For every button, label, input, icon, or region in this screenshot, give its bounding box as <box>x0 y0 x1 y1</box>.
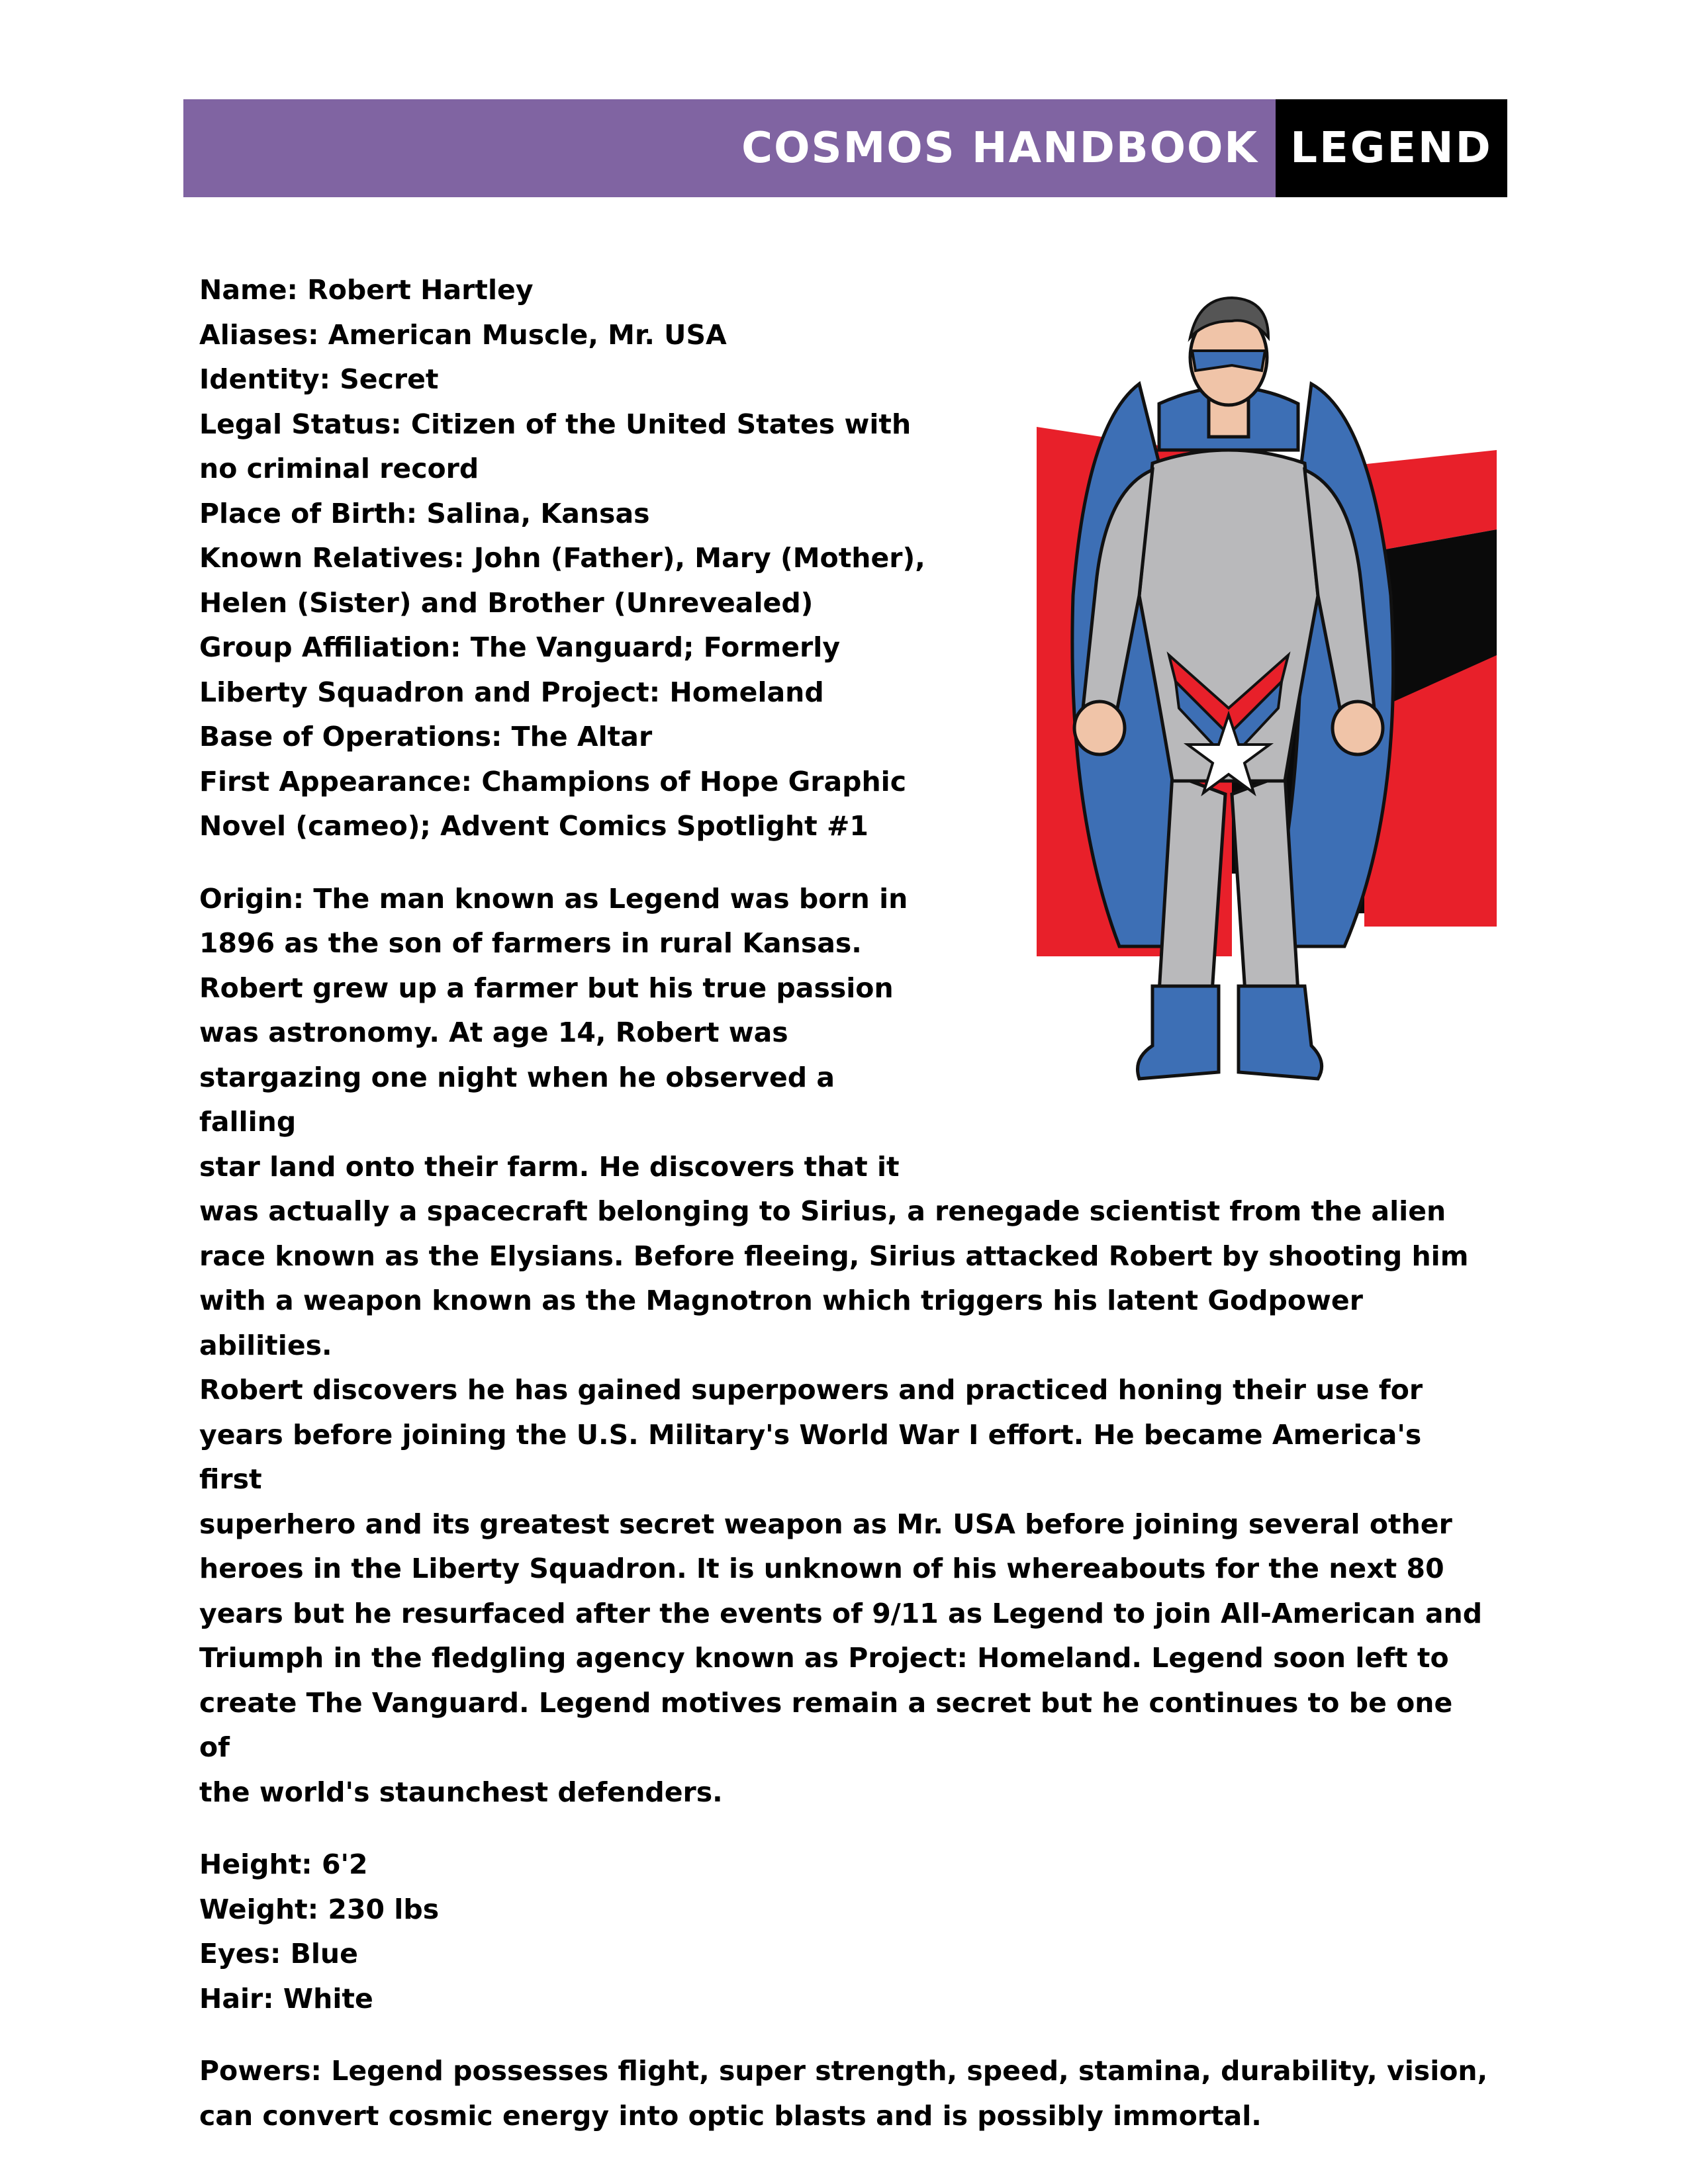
origin-line: star land onto their farm. He discovers that it <box>199 1150 900 1183</box>
powers-line: can convert cosmic energy into optic blasts and is possibly immortal. <box>199 2099 1262 2132</box>
bio-first-appearance-cont: Novel (cameo); Advent Comics Spotlight #1 <box>199 810 868 842</box>
boot-right <box>1239 986 1322 1079</box>
bio-place-of-birth: Place of Birth: Salina, Kansas <box>199 497 650 529</box>
bio-affiliation: Group Affiliation: The Vanguard; Formerly <box>199 631 841 663</box>
legend-hero-image <box>941 251 1497 1118</box>
bio-name: Name: Robert Hartley <box>199 274 534 306</box>
bio-base: Base of Operations: The Altar <box>199 721 653 752</box>
boot-left <box>1138 986 1219 1079</box>
bio-identity: Identity: Secret <box>199 363 439 395</box>
profile-content <box>199 268 1490 2138</box>
stat-weight: Weight: 230 lbs <box>199 1893 440 1925</box>
stat-eyes: Eyes: Blue <box>199 1938 358 1970</box>
leg-right <box>1232 774 1298 993</box>
origin-line: was actually a spacecraft belonging to Sirius, a renegade scientist from the alien <box>199 1195 1446 1227</box>
origin-line: years before joining the U.S. Military's World War I effort. He became America's first <box>199 1418 1422 1495</box>
origin-line: years but he resurfaced after the events of 9/11 as Legend to join All-American and <box>199 1597 1483 1629</box>
origin-line: Robert discovers he has gained superpowers and practiced honing their use for <box>199 1374 1423 1406</box>
page-header <box>183 99 1507 197</box>
character-name-banner: LEGEND <box>1276 99 1507 197</box>
origin-line: Robert grew up a farmer but his true passion <box>199 972 894 1004</box>
fist-left <box>1074 702 1125 754</box>
origin-line: Origin: The man known as Legend was born in <box>199 882 908 915</box>
bio-first-appearance: First Appearance: Champions of Hope Graphic <box>199 765 907 797</box>
origin-line: heroes in the Liberty Squadron. It is unknown of his whereabouts for the next 80 <box>199 1553 1444 1584</box>
character-illustration <box>941 268 1497 1103</box>
origin-line: was astronomy. At age 14, Robert was <box>199 1017 788 1048</box>
origin-line: superhero and its greatest secret weapon as Mr. USA before joining several other <box>199 1508 1452 1540</box>
stat-hair: Hair: White <box>199 1982 373 2015</box>
bio-relatives: Known Relatives: John (Father), Mary (Mother), <box>199 542 925 574</box>
origin-line: with a weapon known as the Magnotron which triggers his latent Godpower abilities. <box>199 1285 1363 1361</box>
bio-legal-status-cont: no criminal record <box>199 453 479 484</box>
origin-line: race known as the Elysians. Before fleeing, Sirius attacked Robert by shooting him <box>199 1240 1469 1272</box>
bio-aliases: Aliases: American Muscle, Mr. USA <box>199 318 727 351</box>
origin-line: the world's staunchest defenders. <box>199 1776 723 1808</box>
handbook-title: COSMOS HANDBOOK <box>741 124 1258 173</box>
powers-line: Powers: Legend possesses flight, super strength, speed, stamina, durability, vision, <box>199 2055 1488 2087</box>
bio-affiliation-cont: Liberty Squadron and Project: Homeland <box>199 676 824 708</box>
fist-right <box>1333 702 1383 754</box>
bio-relatives-cont: Helen (Sister) and Brother (Unrevealed) <box>199 586 814 619</box>
origin-line: stargazing one night when he observed a falling <box>199 1061 835 1138</box>
origin-line: create The Vanguard. Legend motives remain a secret but he continues to be one of <box>199 1686 1453 1763</box>
bio-legal-status: Legal Status: Citizen of the United States with <box>199 408 912 440</box>
origin-line: 1896 as the son of farmers in rural Kansas. <box>199 927 862 959</box>
origin-line: Triumph in the fledgling agency known as Project: Homeland. Legend soon left to <box>199 1642 1449 1674</box>
leg-left <box>1159 774 1225 993</box>
stat-height: Height: 6'2 <box>199 1848 368 1880</box>
